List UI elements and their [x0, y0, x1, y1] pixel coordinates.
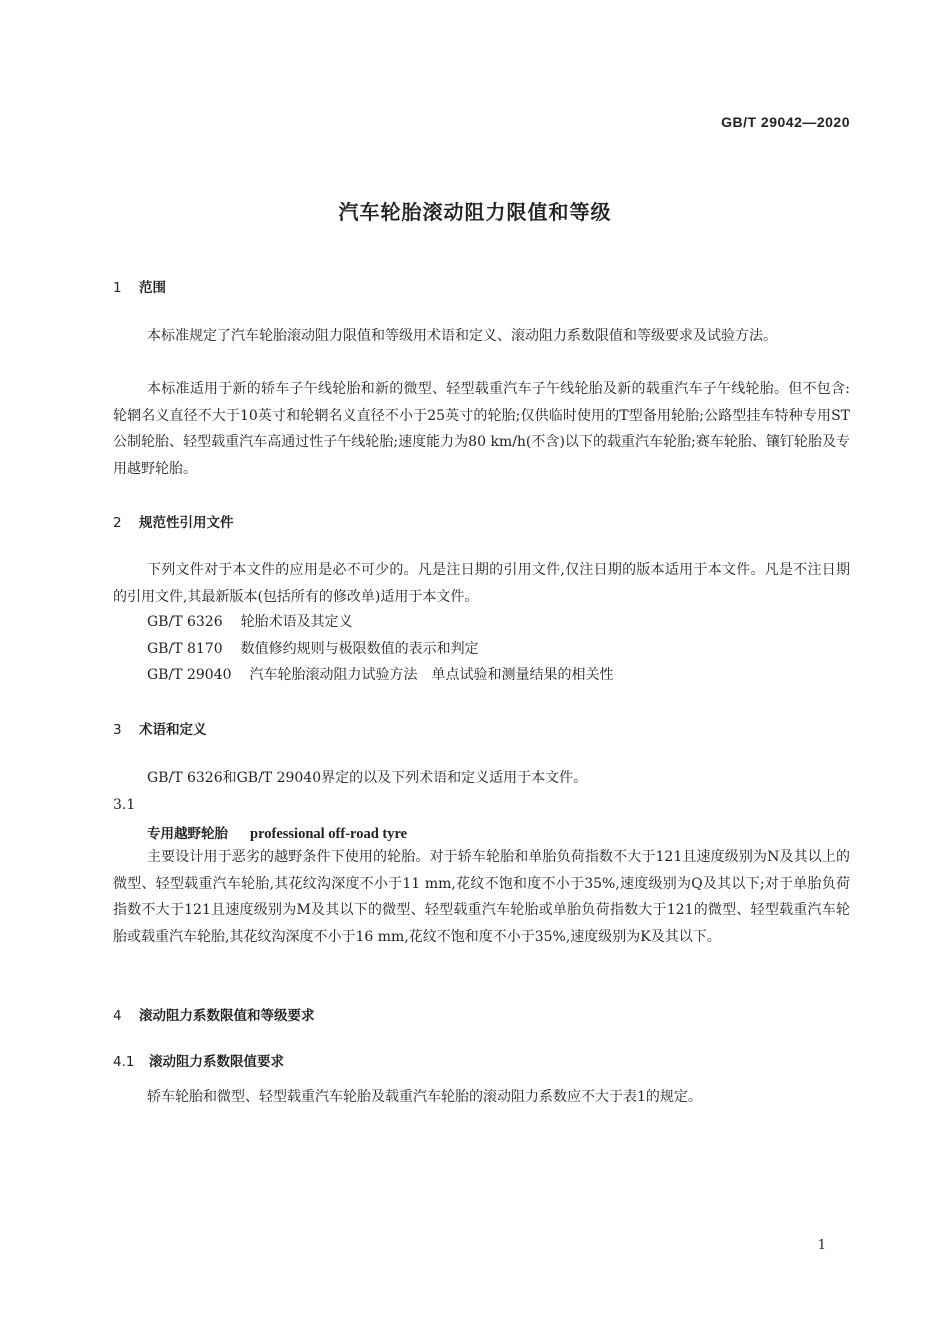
- section-4-paragraph-1: 轿车轮胎和微型、轻型载重汽车轮胎及载重汽车轮胎的滚动阻力系数应不大于表1的规定。: [147, 1089, 702, 1105]
- reference-code: GB/T 29040: [147, 667, 232, 683]
- term-english: professional off-road tyre: [250, 826, 408, 842]
- reference-item: [147, 662, 614, 688]
- subsection-4-1-heading: [113, 1050, 284, 1070]
- section-title: 滚动阻力系数限值和等级要求: [139, 1008, 315, 1024]
- reference-code: GB/T 6326: [147, 614, 223, 630]
- section-title: 规范性引用文件: [139, 515, 234, 531]
- document-title: 汽车轮胎滚动阻力限值和等级: [338, 200, 612, 224]
- subsection-title: 滚动阻力系数限值要求: [149, 1054, 284, 1070]
- section-title: 术语和定义: [139, 722, 207, 738]
- section-1-paragraph-2: 本标准适用于新的轿车子午线轮胎和新的微型、轻型载重汽车子午线轮胎及新的载重汽车子午线轮胎。但不包含:轮辋名义直径不大于10英寸和轮辋名义直径不小于25英寸的轮胎;仅供临时使用的T型备用轮胎;公路型挂车特种专用ST公制轮胎、轻型载重汽车高通过性子午线轮胎;速度能力为80 km/h(不含)以下的载重汽车轮胎;赛车轮胎、镶钉轮胎及专用越野轮胎。: [113, 381, 850, 477]
- term-chinese: 专用越野轮胎: [147, 826, 228, 842]
- section-3-heading: [113, 718, 207, 738]
- section-number: 2: [113, 515, 122, 531]
- reference-title: 汽车轮胎滚动阻力试验方法 单点试验和测量结果的相关性: [249, 667, 614, 683]
- reference-title: 轮胎术语及其定义: [240, 614, 353, 630]
- term-definition: 主要设计用于恶劣的越野条件下使用的轮胎。对于轿车轮胎和单胎负荷指数不大于121且速度级别为N及其以上的微型、轻型载重汽车轮胎,其花纹沟深度不小于11 mm,花纹不饱和度不小于35%,速度级别为Q及其以下;对于单胎负荷指数不大于121且速度级别为M及其以下的微型、轻型载重汽车轮胎或单胎负荷指数大于121的微型、轻型载重汽车轮胎或载重汽车轮胎,其花纹沟深度不小于16 mm,花纹不饱和度不小于35%,速度级别为K及其以下。: [113, 849, 850, 945]
- section-4-heading: [113, 1004, 315, 1024]
- section-3-paragraph-1: GB/T 6326和GB/T 29040界定的以及下列术语和定义适用于本文件。: [147, 770, 588, 786]
- term-number: 3.1: [113, 797, 136, 813]
- section-number: 4: [113, 1008, 122, 1024]
- reference-code: GB/T 8170: [147, 641, 223, 657]
- section-2-heading: [113, 511, 234, 531]
- section-1-paragraph-1: 本标准规定了汽车轮胎滚动阻力限值和等级用术语和定义、滚动阻力系数限值和等级要求及试验方法。: [147, 328, 777, 344]
- page-number: 1: [817, 1238, 826, 1253]
- section-number: 1: [113, 280, 122, 296]
- reference-title: 数值修约规则与极限数值的表示和判定: [240, 641, 479, 657]
- reference-item: [147, 609, 353, 635]
- section-2-paragraph-1: 下列文件对于本文件的应用是必不可少的。凡是注日期的引用文件,仅注日期的版本适用于本文件。凡是不注日期的引用文件,其最新版本(包括所有的修改单)适用于本文件。: [113, 562, 850, 605]
- subsection-number: 4.1: [113, 1054, 135, 1070]
- section-title: 范围: [139, 280, 166, 296]
- standard-number: GB/T 29042—2020: [721, 114, 850, 130]
- section-1-heading: [113, 276, 166, 296]
- reference-item: [147, 636, 479, 662]
- section-number: 3: [113, 722, 122, 738]
- term-heading: [147, 822, 407, 843]
